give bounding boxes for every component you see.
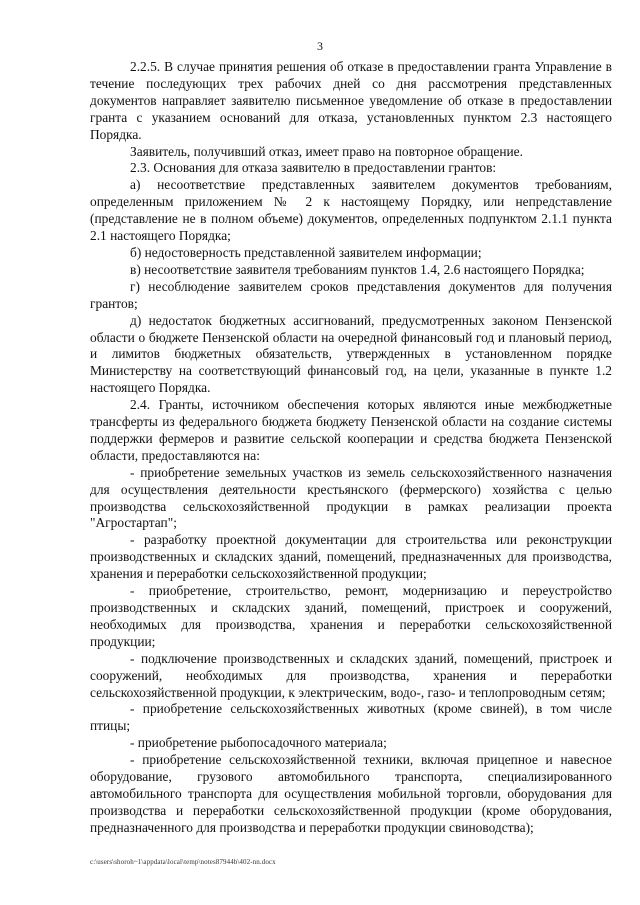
paragraph-2-2-5: 2.2.5. В случае принятия решения об отказе в предоставлении гранта Управление в течение последующих трех рабочих дней со дня рассмотрения представленных документов направляет заявителю письменное уведомление об отказе в предоставлении гранта с указанием оснований для отказа, установленных пунктом 2.3 настоящего Порядка. (90, 59, 612, 142)
bullet-construction: - приобретение, строительство, ремонт, модернизацию и переустройство производственных и складских зданий, помещений, пристроек и сооружений, необходимых для производства, хранения и переработки сельскохозяйственной продукции; (90, 583, 612, 649)
bullet-land-plots: - приобретение земельных участков из земель сельскохозяйственного назначения для осуществления деятельности крестьянского (фермерского) хозяйства с целью производства сельскохозяйственной продукции в рамках реализации проекта "Агростартап"; (90, 464, 612, 531)
page-number: 3 (317, 39, 323, 53)
list-item-d: д) недостаток бюджетных ассигнований, предусмотренных законом Пензенской области о бюджете Пензенской области на очередной финансовый год и плановый период, и лимитов бюджетных обязательств, утвержденных в установленном порядке Министерству на соответствующий финансовый год, на цели, указанные в пункте 1.2 настоящего Порядка. (90, 312, 612, 396)
footer-file-path: c:\users\shoroh~1\appdata\local\temp\notes87944b\402-nn.docx (90, 858, 276, 866)
bullet-design-docs: - разработку проектной документации для строительства или реконструкции производственных и складских зданий, помещений, предназначенных для производства, хранения и переработки сельскохозяйственной продукции; (90, 532, 612, 582)
bullet-utility-connection: - подключение производственных и складских зданий, помещений, пристроек и сооружений, необходимых для производства, хранения и переработки сельскохозяйственной продукции, к электрическим, водо-, газо- и теплопроводным сетям; (90, 650, 612, 700)
paragraph-repeat-application: Заявитель, получивший отказ, имеет право на повторное обращение. (130, 143, 523, 159)
list-item-g: г) несоблюдение заявителем сроков представления документов для получения грантов; (90, 278, 612, 311)
bullet-livestock: - приобретение сельскохозяйственных животных (кроме свиней), в том числе птицы; (90, 701, 612, 734)
bullet-machinery: - приобретение сельскохозяйственной техники, включая прицепное и навесное оборудование, грузового автомобильного транспорта, специализированного автомобильного транспорта для осуществления мобильной торговли, оборудования для производства и переработки сельскохозяйственной продукции (кроме оборудования, предназначенного для производства и переработки продукции свиноводства); (90, 752, 612, 835)
list-item-b: б) недостоверность представленной заявителем информации; (130, 244, 482, 260)
bullet-fish-stock: - приобретение рыбопосадочного материала; (130, 735, 387, 751)
document-body (90, 59, 612, 837)
paragraph-2-4: 2.4. Гранты, источником обеспечения которых являются иные межбюджетные трансферты из федерального бюджета бюджету Пензенской области на создание системы поддержки фермеров и развитие сельской кооперации и средства бюджета Пензенской области, предоставляются на: (90, 397, 612, 463)
list-item-v: в) несоответствие заявителя требованиям пунктов 1.4, 2.6 настоящего Порядка; (130, 261, 585, 277)
paragraph-2-3: 2.3. Основания для отказа заявителю в предоставлении грантов: (130, 160, 497, 176)
list-item-a: а) несоответствие представленных заявителем документов требованиям, определенным приложением № 2 к настоящему Порядку, или непредставление (представление не в полном объеме) документов, определенных подпунктом 2.1.1 пункта 2.1 настоящего Порядка; (90, 177, 612, 244)
